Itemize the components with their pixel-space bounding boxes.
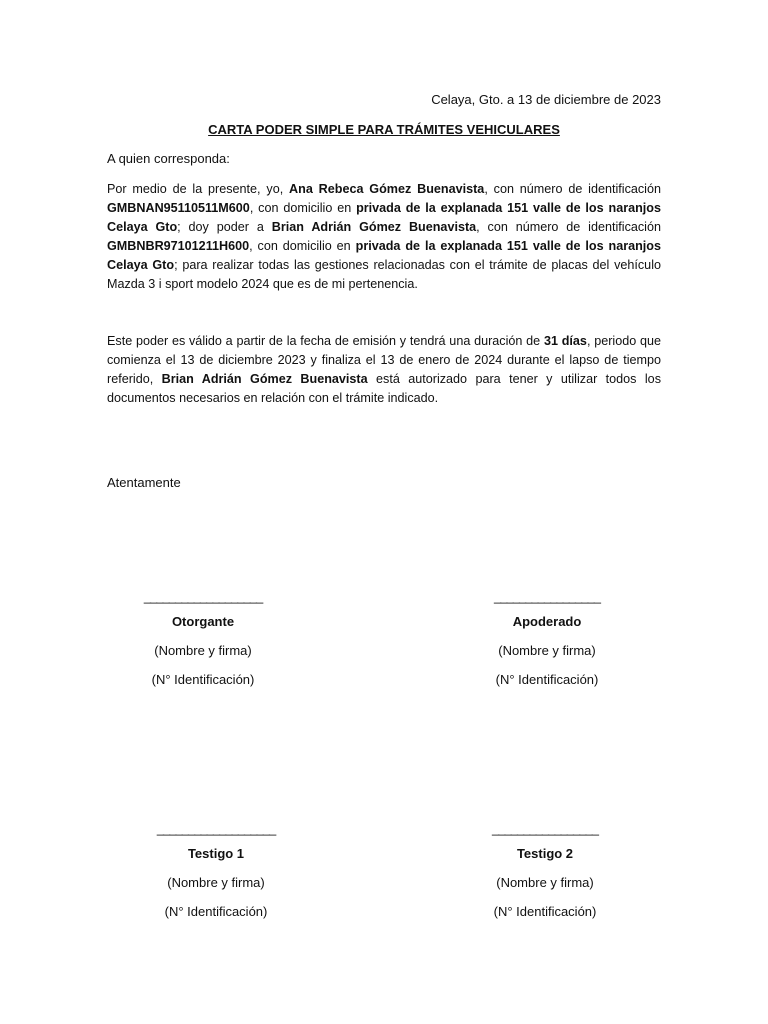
text-segment: , con número de identificación [476,219,661,234]
id-label: (N° Identificación) [151,672,255,687]
attorney-name: Brian Adrián Gómez Buenavista [161,371,368,386]
text-segment: , con domicilio en [249,200,357,215]
attorney-id: GMBNBR97101211H600 [107,238,250,253]
name-signature-label: (Nombre y firma) [498,643,596,658]
paragraph-grant [107,180,661,293]
document-title: CARTA PODER SIMPLE PARA TRÁMITES VEHICULARES [208,122,560,137]
signature-role: Otorgante [171,614,235,629]
name-signature-label: (Nombre y firma) [154,643,252,658]
paragraph-validity [107,332,661,408]
greeting: A quien corresponda: [107,151,230,166]
id-label: (N° Identificación) [495,672,599,687]
text-segment: ; doy poder a [177,219,272,234]
document-date: Celaya, Gto. a 13 de diciembre de 2023 [431,92,661,107]
signature-block-testigo-2 [460,822,630,933]
duration: 31 días [543,334,587,348]
signature-role: Testigo 2 [516,846,574,861]
signature-line: ___________________ [143,590,263,604]
text-segment: Este poder es válido a partir de la fecha de emisión y tendrá una duración de [107,334,544,348]
signature-block-testigo-1 [131,822,301,933]
text-segment: ; para realizar todas las gestiones relacionadas con el trámite de placas del vehículo Mazda 3 i sport modelo 2024 que es de mi pertenencia. [107,257,661,291]
id-label: (N° Identificación) [493,904,597,919]
grantor-id: GMBNAN95110511M600 [107,200,250,215]
text-segment: está autorizado para tener y utilizar todos los documentos necesarios en relación con el trámite indicado. [107,371,661,405]
signature-line: _________________ [494,590,600,604]
signature-line: ___________________ [156,822,276,836]
name-signature-label: (Nombre y firma) [496,875,594,890]
signature-role: Testigo 1 [187,846,245,861]
signature-line: _________________ [492,822,598,836]
grantor-address: privada de la explanada 151 valle de los naranjos Celaya Gto [107,200,661,234]
id-label: (N° Identificación) [164,904,268,919]
attorney-name: Brian Adrián Gómez Buenavista [271,219,477,234]
grantor-name: Ana Rebeca Gómez Buenavista [289,182,485,196]
text-segment: Por medio de la presente, yo, [107,182,290,196]
name-signature-label: (Nombre y firma) [167,875,265,890]
text-segment: , periodo que comienza el 13 de diciembre 2023 y finaliza el 13 de enero de 2024 durante el lapso de tiempo referido, [107,334,661,386]
text-segment: , con domicilio en [249,238,356,253]
attorney-address: privada de la explanada 151 valle de los naranjos Celaya Gto [107,238,661,272]
signature-block-otorgante [118,590,288,701]
signature-block-apoderado [462,590,632,701]
text-segment: , con número de identificación [484,182,661,196]
closing: Atentamente [107,475,181,490]
signature-role: Apoderado [512,614,582,629]
